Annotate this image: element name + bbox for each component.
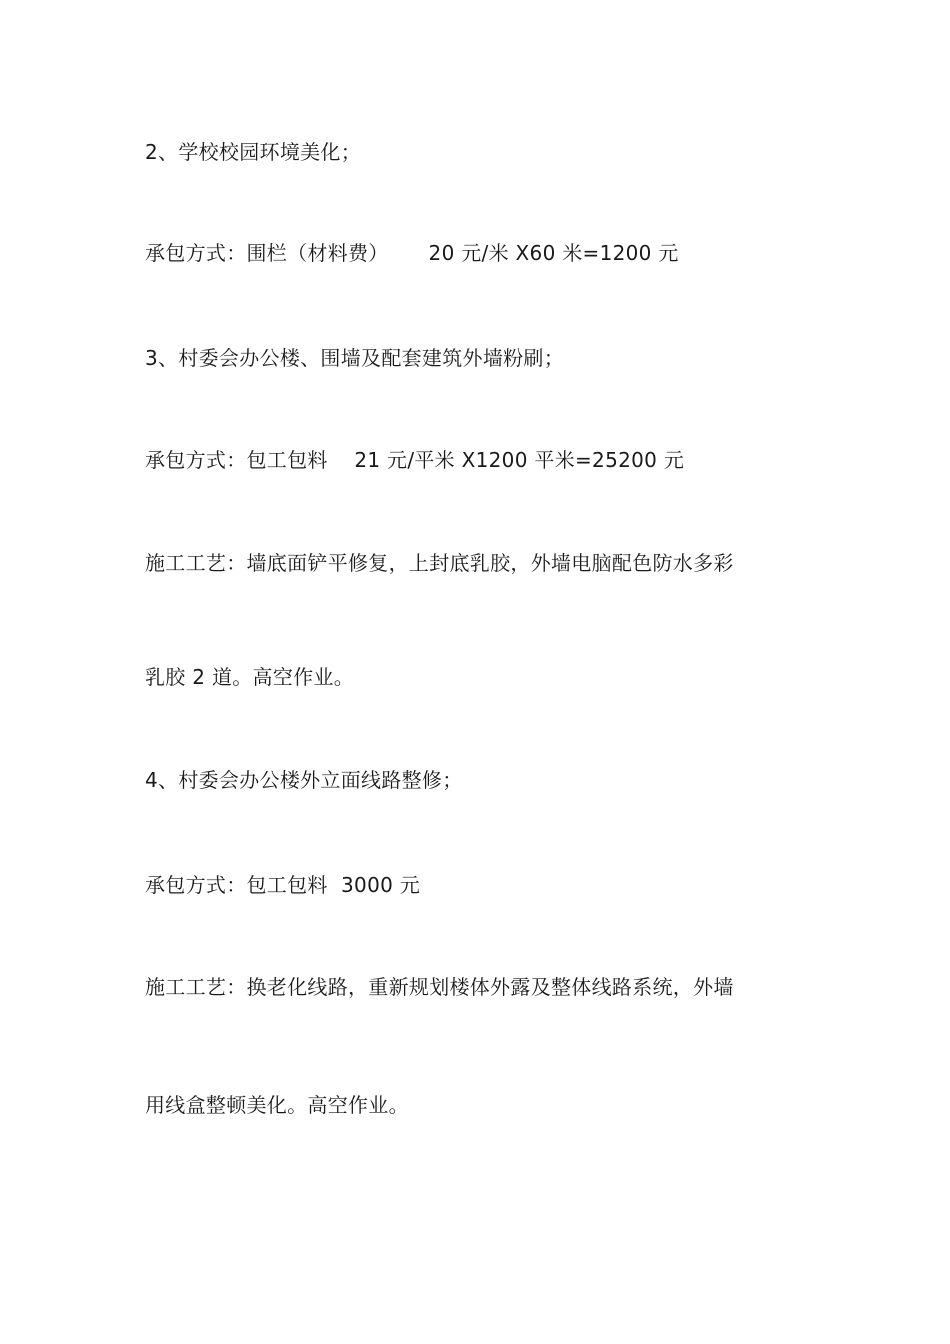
construction-process-wiring-cont: 用线盒整顿美化。高空作业。 — [145, 1093, 409, 1117]
contract-method-fence: 承包方式：围栏（材料费） 20 元/米 X60 米=1200 元 — [145, 241, 679, 265]
construction-process-wiring: 施工工艺：换老化线路，重新规划楼体外露及整体线路系统，外墙 — [145, 975, 734, 999]
construction-process-painting-cont: 乳胶 2 道。高空作业。 — [145, 665, 355, 689]
construction-process-painting: 施工工艺：墙底面铲平修复，上封底乳胶，外墙电脑配色防水多彩 — [145, 551, 734, 575]
section-heading-2: 2、学校校园环境美化； — [145, 140, 362, 164]
contract-method-painting: 承包方式：包工包料 21 元/平米 X1200 平米=25200 元 — [145, 448, 685, 472]
contract-method-wiring: 承包方式：包工包料 3000 元 — [145, 873, 421, 897]
section-heading-4: 4、村委会办公楼外立面线路整修； — [145, 768, 463, 792]
section-heading-3: 3、村委会办公楼、围墙及配套建筑外墙粉刷； — [145, 346, 565, 370]
